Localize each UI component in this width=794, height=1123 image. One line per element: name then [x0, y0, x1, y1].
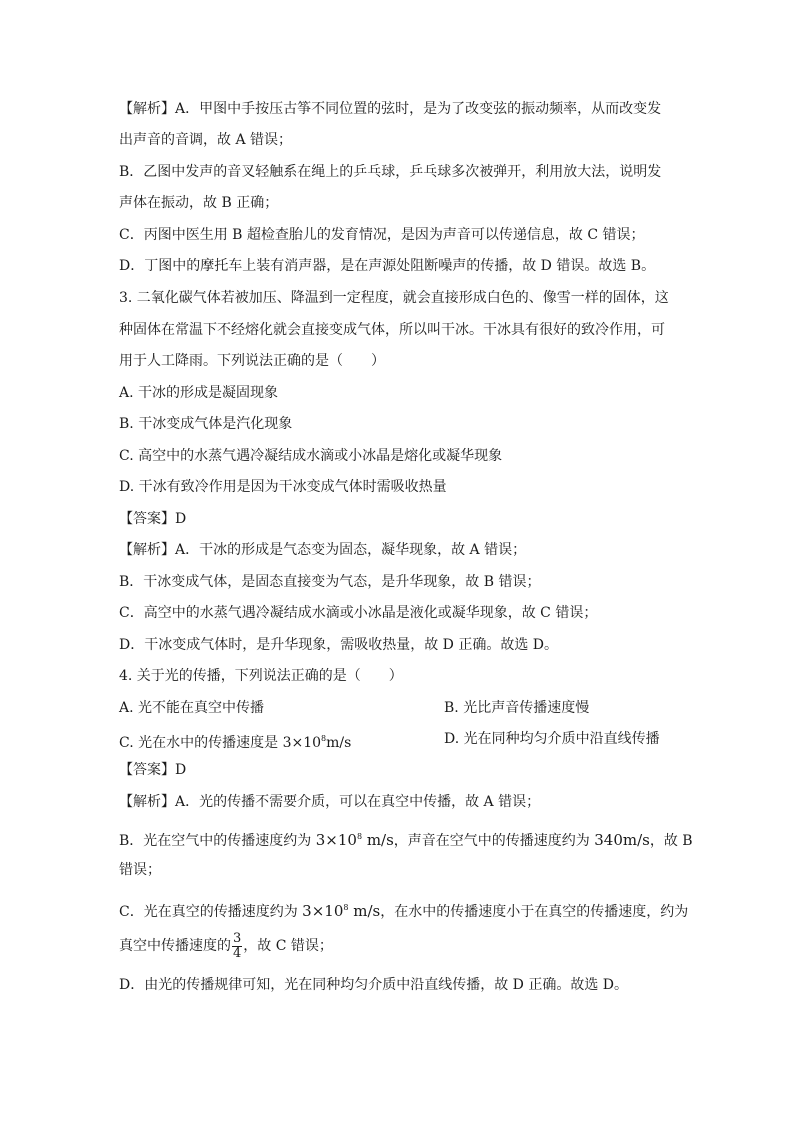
q3-option-a: A. 干冰的形成是凝固现象 [119, 385, 279, 401]
q4-analysis-b-text: B．光在空气中的传播速度约为 [119, 833, 316, 849]
q4-option-c [119, 729, 351, 753]
q4-option-c-text: C. 光在水中的传播速度是 3×10 [119, 735, 322, 751]
fraction-numerator: 3 [233, 930, 242, 946]
q4-analysis-line-3-cont [119, 929, 333, 963]
q3-stem-line-1: 3. 二氧化碳气体若被加压、降温到一定程度，就会直接形成白色的、像雪一样的固体，这 [119, 290, 669, 306]
q4-option-c-unit: m/s [326, 735, 352, 751]
q3-option-c: C. 高空中的水蒸气遇冷凝结成水滴或小冰晶是熔化或凝华现象 [119, 448, 503, 464]
q2-analysis-line-5: C．丙图中医生用 B 超检查胎儿的发育情况，是因为声音可以传递信息，故 C 错误； [119, 227, 645, 243]
q4-analysis-c-unit: m/s [348, 902, 381, 920]
q4-analysis-b-speed: 3×10 [315, 831, 357, 849]
q4-analysis-line-2-cont: 错误； [119, 862, 161, 878]
q4-analysis-b-sound-speed: 340m/s [594, 831, 650, 849]
q3-option-b: B. 干冰变成气体是汽化现象 [119, 416, 293, 432]
q3-stem-line-2: 种固体在常温下不经熔化就会直接变成气体，所以叫干冰。干冰具有很好的致冷作用，可 [119, 322, 665, 338]
q4-analysis-line-2 [119, 827, 693, 851]
q4-analysis-b-unit: m/s [362, 831, 394, 849]
q4-option-b: B. 光比声音传播速度慢 [444, 700, 590, 716]
q4-stem: 4. 关于光的传播，下列说法正确的是（ ） [119, 668, 403, 684]
q4-analysis-c-speed: 3×10 [302, 902, 344, 920]
q4-analysis-c-cont-post: ，故 C 错误； [243, 938, 333, 954]
q3-analysis-line-3: C．高空中的水蒸气遇冷凝结成水滴或小冰晶是液化或凝华现象，故 C 错误； [119, 605, 598, 621]
q3-option-d: D. 干冰有致冷作用是因为干冰变成气体时需吸收热量 [119, 479, 447, 495]
q4-analysis-line-3 [119, 898, 688, 922]
q4-analysis-b-exponent: 8 [356, 832, 363, 841]
q4-option-c-exponent: 8 [321, 734, 327, 743]
q4-analysis-b-post: ，故 B [649, 833, 693, 849]
q3-stem-line-3: 用于人工降雨。下列说法正确的是（ ） [119, 353, 385, 369]
q2-analysis-line-3: B．乙图中发声的音叉轻触系在绳上的乒乓球，乒乓球多次被弹开，利用放大法，说明发 [119, 164, 662, 180]
q4-analysis-line-4: D．由光的传播规律可知，光在同种均匀介质中沿直线传播，故 D 正确。故选 D。 [119, 977, 629, 993]
q2-analysis-line-1: 【解析】A．甲图中手按压古筝不同位置的弦时，是为了改变弦的振动频率，从而改变发 [119, 101, 662, 117]
q4-analysis-b-mid: ，声音在空气中的传播速度约为 [393, 833, 595, 849]
q2-analysis-line-6: D．丁图中的摩托车上装有消声器，是在声源处阻断噪声的传播，故 D 错误。故选 B。 [119, 258, 656, 274]
q4-answer: 【答案】D [119, 762, 187, 778]
fraction-denominator: 4 [233, 945, 242, 961]
q2-analysis-line-4: 声体在振动，故 B 正确； [119, 195, 279, 211]
q3-analysis-line-1: 【解析】A．干冰的形成是气态变为固态，凝华现象，故 A 错误； [119, 542, 527, 558]
q3-analysis-line-4: D．干冰变成气体时，是升华现象，需吸收热量，故 D 正确。故选 D。 [119, 637, 559, 653]
q4-analysis-c-post: ，在水中的传播速度小于在真空的传播速度，约为 [380, 904, 689, 920]
q4-analysis-c-cont-text: 真空中传播速度的 [119, 938, 231, 954]
q3-answer: 【答案】D [119, 511, 187, 527]
q2-analysis-line-2: 出声音的音调，故 A 错误； [119, 132, 293, 148]
q4-analysis-c-exponent: 8 [343, 903, 349, 912]
fraction-three-quarters [232, 932, 242, 961]
q4-analysis-line-1: 【解析】A．光的传播不需要介质，可以在真空中传播，故 A 错误； [119, 794, 541, 810]
q4-option-a: A. 光不能在真空中传播 [119, 700, 265, 716]
q3-analysis-line-2: B．干冰变成气体，是固态直接变为气态，是升华现象，故 B 错误； [119, 574, 541, 590]
q4-analysis-c-text: C．光在真空的传播速度约为 [119, 904, 303, 920]
q4-option-d: D. 光在同种均匀介质中沿直线传播 [444, 731, 660, 747]
